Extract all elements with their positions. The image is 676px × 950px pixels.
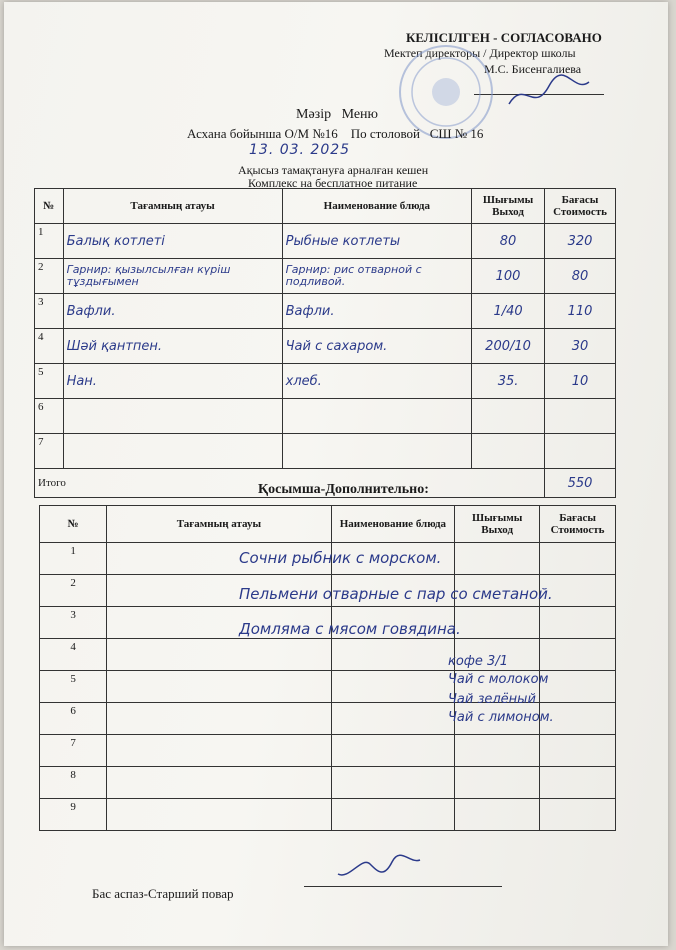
col-output: Шығымы Выход [472, 189, 545, 224]
row-number: 7 [35, 434, 64, 469]
row-number: 2 [35, 259, 64, 294]
dish-name-ru [282, 399, 471, 434]
dish-name-kz [63, 399, 282, 434]
dish-price: 320 [545, 224, 616, 259]
dish-name-kz [63, 434, 282, 469]
chef-signature-line [304, 886, 502, 887]
dish-name-ru: Рыбные котлеты [282, 224, 471, 259]
table-row [35, 434, 616, 469]
col-name-kz: Тағамның атауы [107, 506, 331, 543]
col-price: Бағасы Стоимость [545, 189, 616, 224]
row-number: 1 [40, 543, 107, 575]
col-number: № [40, 506, 107, 543]
menu-title: Мәзір Меню [296, 107, 379, 122]
dish-name-kz: Балық котлеті [63, 224, 282, 259]
chef-label: Бас аспаз-Старший повар [92, 886, 234, 901]
dish-name-kz: Вафли. [63, 294, 282, 329]
total-value: 550 [545, 469, 616, 498]
row-number: 3 [40, 607, 107, 639]
additional-title: Қосымша-Дополнительно: [258, 482, 429, 497]
dish-name-ru: Гарнир: рис отварной с подливой. [282, 259, 471, 294]
table-row [40, 639, 616, 671]
row-number: 3 [35, 294, 64, 329]
menu-date: 13. 03. 2025 [249, 142, 351, 158]
dish-name-kz: Гарнир: қызылсылған күріш тұздығымен [63, 259, 282, 294]
col-output: Шығымы Выход [455, 506, 540, 543]
dish-price [545, 434, 616, 469]
dish-output: 200/10 [472, 329, 545, 364]
free-meal-kz: Ақысыз тамақтануға арналған кешен [238, 163, 429, 177]
dish-output [472, 434, 545, 469]
row-number: 4 [40, 639, 107, 671]
approval-name: М.С. Бисенгалиева [484, 62, 582, 76]
col-number: № [35, 189, 64, 224]
col-price: Бағасы Стоимость [540, 506, 616, 543]
table-header-row [35, 189, 616, 224]
additional-drink-2: Чай с молоком [448, 672, 549, 687]
table-row [35, 294, 616, 329]
additional-dish-1: Сочни рыбник с морском. [239, 549, 442, 567]
table-row [40, 735, 616, 767]
menu-document [4, 2, 668, 946]
table-row [35, 364, 616, 399]
col-name-ru: Наименование блюда [282, 189, 471, 224]
row-number: 5 [40, 671, 107, 703]
table-row [35, 224, 616, 259]
approval-title: КЕЛІСІЛГЕН - СОГЛАСОВАНО [406, 30, 602, 45]
additional-dish-2: Пельмени отварные с пар со сметаной. [239, 585, 553, 603]
row-number: 6 [40, 703, 107, 735]
additional-drink-1: кофе 3/1 [448, 654, 508, 669]
row-number: 2 [40, 575, 107, 607]
dish-name-ru: Вафли. [282, 294, 471, 329]
dish-price: 30 [545, 329, 616, 364]
approval-role: Мектеп директоры / Директор школы [384, 46, 576, 60]
dish-name-ru: хлеб. [282, 364, 471, 399]
additional-dish-3: Домляма с мясом говядина. [239, 620, 461, 638]
dish-price: 10 [545, 364, 616, 399]
col-name-ru: Наименование блюда [331, 506, 455, 543]
dish-name-kz: Шәй қантпен. [63, 329, 282, 364]
row-number: 1 [35, 224, 64, 259]
dish-output: 1/40 [472, 294, 545, 329]
row-number: 9 [40, 799, 107, 831]
table-row [35, 259, 616, 294]
dish-output [472, 399, 545, 434]
chef-signature-icon [334, 850, 424, 884]
total-label: Итого [35, 469, 545, 498]
dish-output: 80 [472, 224, 545, 259]
canteen-name: Асхана бойынша О/М №16 По столовой СШ № 16 [187, 126, 484, 141]
row-number: 4 [35, 329, 64, 364]
free-meal-ru: Комплекс на бесплатное питание [248, 176, 418, 190]
dish-name-ru: Чай с сахаром. [282, 329, 471, 364]
dish-output: 35. [472, 364, 545, 399]
table-header-row [40, 506, 616, 543]
dish-price [545, 399, 616, 434]
dish-price: 80 [545, 259, 616, 294]
table-row [35, 329, 616, 364]
additional-drink-4: Чай с лимоном. [448, 710, 554, 725]
table-row [40, 767, 616, 799]
additional-drink-3: Чай зелёный [448, 692, 536, 707]
row-number: 6 [35, 399, 64, 434]
row-number: 5 [35, 364, 64, 399]
table-row [40, 799, 616, 831]
col-name-kz: Тағамның атауы [63, 189, 282, 224]
dish-price: 110 [545, 294, 616, 329]
row-number: 8 [40, 767, 107, 799]
dish-output: 100 [472, 259, 545, 294]
director-signature-icon [504, 74, 594, 114]
dish-name-kz: Нан. [63, 364, 282, 399]
dish-name-ru [282, 434, 471, 469]
main-menu-table [34, 188, 616, 498]
row-number: 7 [40, 735, 107, 767]
table-row [35, 399, 616, 434]
